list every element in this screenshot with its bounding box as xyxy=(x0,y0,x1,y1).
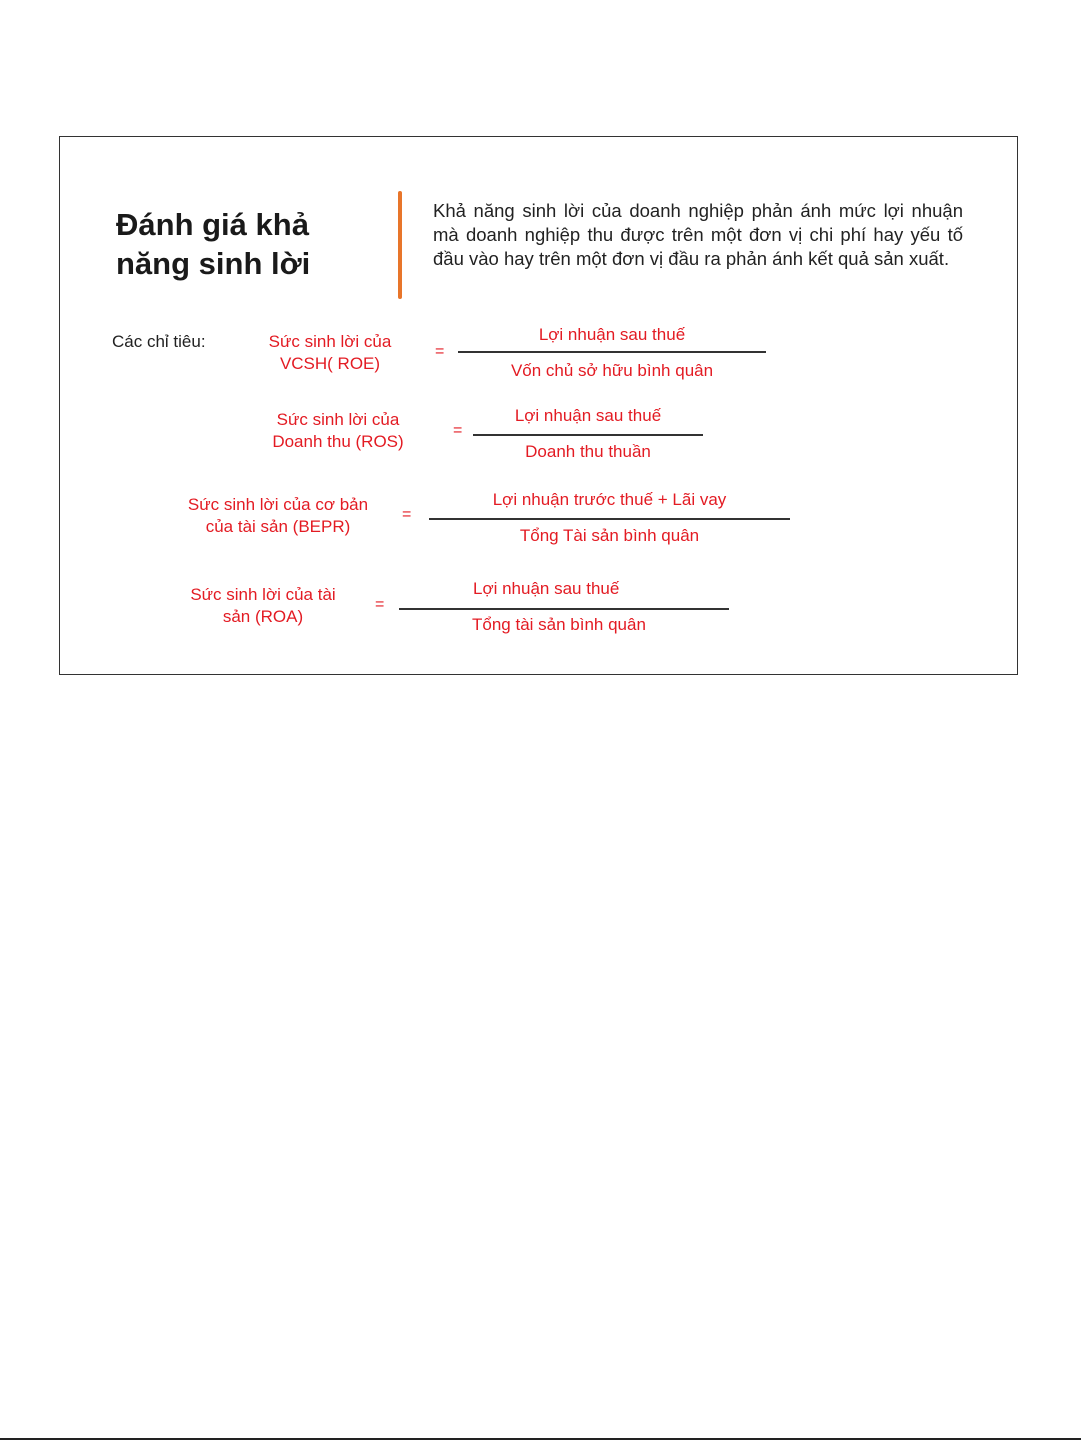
ratio-bepr-name-line-2: của tài sản (BEPR) xyxy=(205,517,351,536)
ratio-bepr-name xyxy=(168,494,388,538)
ratio-ros-name xyxy=(253,409,423,453)
ratio-roa-name-line-2: sản (ROA) xyxy=(222,607,304,626)
ratio-roa-name-line-1: Sức sinh lời của tài xyxy=(190,585,336,604)
ratio-roe-equals: = xyxy=(435,343,445,360)
ratio-roa-equals: = xyxy=(375,596,385,613)
ratio-ros-denominator: Doanh thu thuần xyxy=(525,442,651,461)
ratio-bepr-name-line-1: Sức sinh lời của cơ bản xyxy=(187,495,369,514)
ratio-roa-numerator: Lợi nhuận sau thuế xyxy=(473,579,620,598)
ratio-roe-denominator: Vốn chủ sở hữu bình quân xyxy=(510,361,714,380)
ratio-ros-name-line-1: Sức sinh lời của xyxy=(276,410,400,429)
page-bottom-rule xyxy=(0,1438,1081,1440)
ratio-roe-numerator: Lợi nhuận sau thuế xyxy=(538,325,686,344)
accent-divider xyxy=(398,191,402,299)
ratio-roe-name-line-2: VCSH( ROE) xyxy=(279,354,381,373)
ratio-roe-fraction-line xyxy=(458,351,766,353)
ratio-ros-equals: = xyxy=(453,422,463,439)
ratio-ros-fraction-line xyxy=(473,434,703,436)
ratio-roa-denominator: Tổng tài sản bình quân xyxy=(472,615,646,634)
ratio-roe-name-line-1: Sức sinh lời của xyxy=(268,332,392,351)
ratio-roa-name xyxy=(173,584,353,628)
ratio-ros-name-line-2: Doanh thu (ROS) xyxy=(272,432,404,451)
indicators-label: Các chỉ tiêu: xyxy=(112,332,206,351)
slide-title-line-2: năng sinh lời xyxy=(116,246,311,281)
slide-description: Khả năng sinh lời của doanh nghiệp phản ánh mức lợi nhuận mà doanh nghiệp thu được trên một đơn vị chi phí hay yếu tố đầu vào hay trên một đơn vị đầu ra phản ánh kết quả sản xuất. xyxy=(433,200,963,269)
slide-frame xyxy=(59,136,1018,675)
ratio-bepr-denominator: Tổng Tài sản bình quân xyxy=(519,526,700,545)
ratio-bepr-equals: = xyxy=(402,506,412,523)
slide-title-line-1: Đánh giá khả xyxy=(116,207,309,242)
ratio-bepr-fraction-line xyxy=(429,518,790,520)
ratio-ros-numerator: Lợi nhuận sau thuế xyxy=(514,406,662,425)
ratio-roe-name xyxy=(250,331,410,375)
ratio-bepr-numerator: Lợi nhuận trước thuế + Lãi vay xyxy=(492,490,727,509)
slide-title xyxy=(116,205,376,283)
ratio-roa-fraction-line xyxy=(399,608,729,610)
